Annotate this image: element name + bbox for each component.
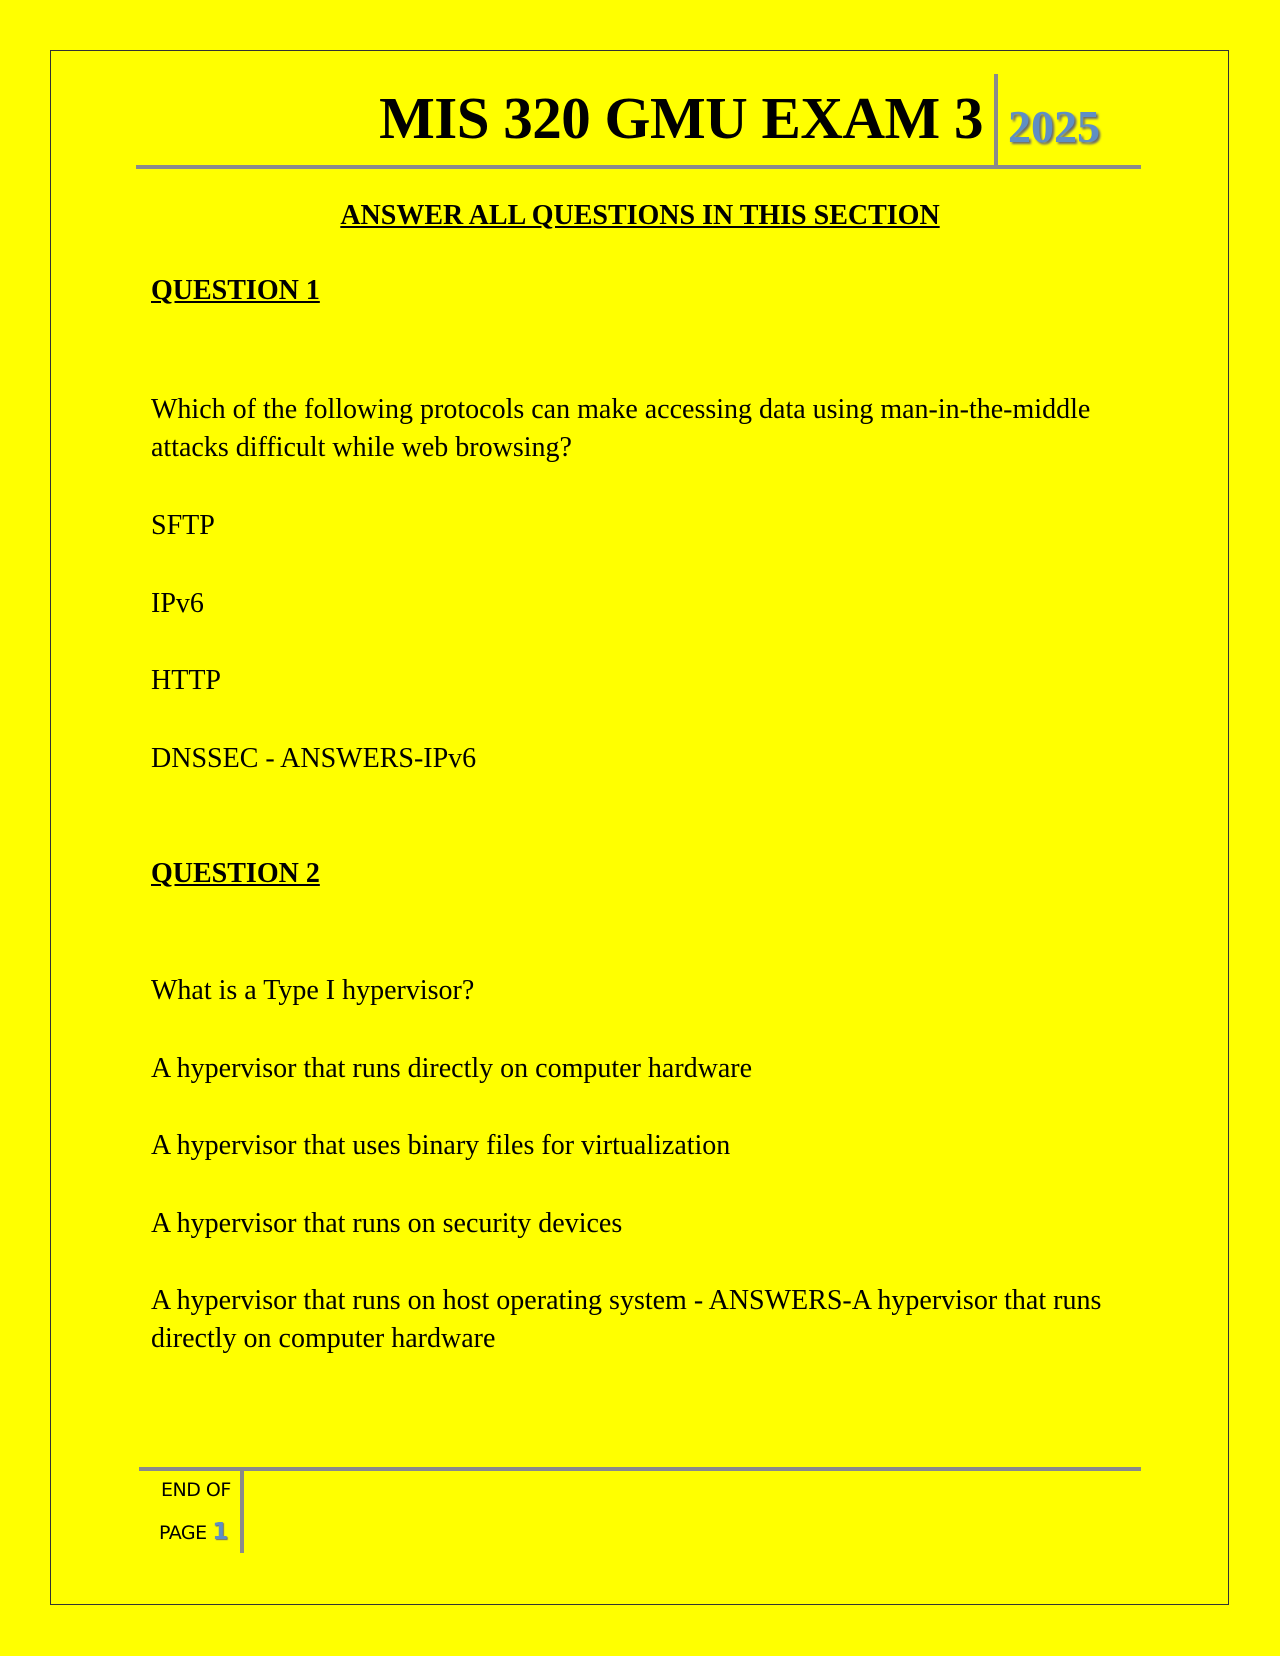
- footer-divider: [240, 1471, 244, 1553]
- question-1-option: HTTP: [151, 665, 221, 696]
- question-2-option: A hypervisor that runs directly on computer hardware: [151, 1053, 753, 1084]
- document-year: 2025: [1008, 101, 1100, 152]
- page-number: 1: [212, 1519, 228, 1545]
- header-divider: [994, 74, 998, 169]
- question-1-option: IPv6: [151, 588, 204, 619]
- question-1-heading: QUESTION 1: [151, 275, 320, 306]
- question-1-prompt: Which of the following protocols can make accessing data using man-in-the-middle attacks difficult while web browsing?: [151, 394, 1091, 463]
- question-1-option: SFTP: [151, 510, 215, 541]
- question-2-prompt: What is a Type I hypervisor?: [151, 975, 475, 1006]
- footer-page-label: [159, 1520, 228, 1545]
- question-2-option: A hypervisor that runs on security devices: [151, 1208, 623, 1239]
- footer-page-word: PAGE: [159, 1522, 207, 1544]
- question-2-heading: QUESTION 2: [151, 858, 320, 889]
- question-2-option: A hypervisor that uses binary files for virtualization: [151, 1130, 731, 1161]
- question-2-option: A hypervisor that runs on host operating system - ANSWERS-A hypervisor that runs directly on computer hardware: [151, 1285, 1102, 1354]
- section-heading: ANSWER ALL QUESTIONS IN THIS SECTION: [340, 200, 940, 231]
- document-title: MIS 320 GMU EXAM 3: [379, 85, 983, 151]
- footer-rule: [139, 1467, 1141, 1471]
- question-1-option: DNSSEC - ANSWERS-IPv6: [151, 743, 477, 774]
- header-rule: [136, 165, 1141, 169]
- footer-end-of-label: END OF: [161, 1479, 231, 1501]
